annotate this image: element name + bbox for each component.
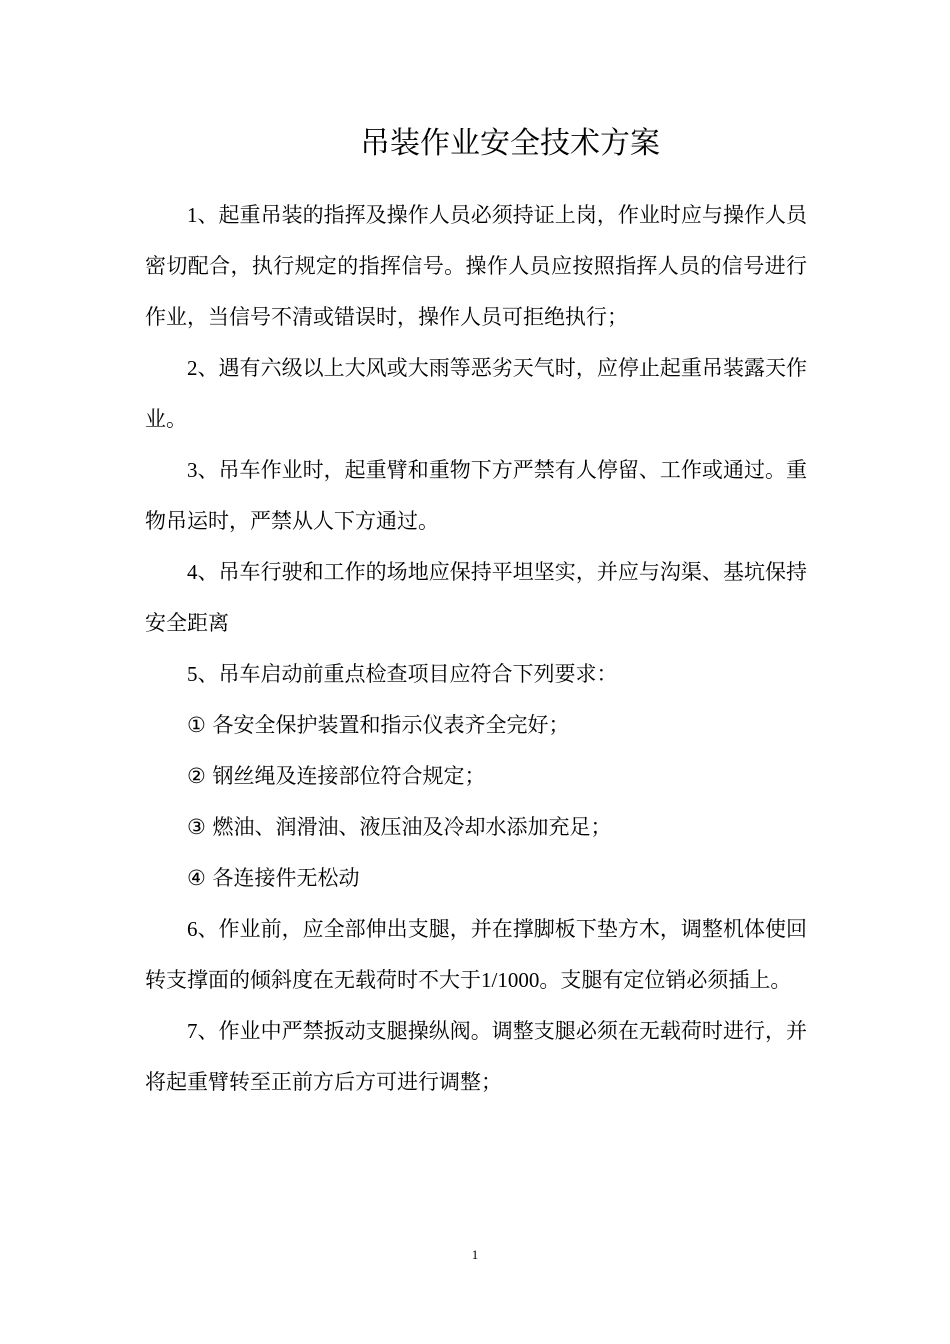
sub-item-marker: ④ xyxy=(187,866,206,890)
sub-item-1 xyxy=(145,700,807,751)
paragraph-number: 7 xyxy=(187,1019,198,1043)
paragraph-text: 、遇有六级以上大风或大雨等恶劣天气时，应停止起重吊装露天作业。 xyxy=(145,356,807,431)
paragraph-number: 3 xyxy=(187,458,198,482)
sub-item-3 xyxy=(145,802,807,853)
paragraph-7 xyxy=(145,1006,807,1108)
document-body xyxy=(145,190,807,1108)
paragraph-number: 2 xyxy=(187,356,198,380)
page-number: 1 xyxy=(471,1247,479,1262)
paragraph-2 xyxy=(145,343,807,445)
paragraph-text: 、作业中严禁扳动支腿操纵阀。调整支腿必须在无载荷时进行，并将起重臂转至正前方后方可进行调整； xyxy=(145,1019,807,1094)
paragraph-number: 4 xyxy=(187,560,198,584)
page-title: 吊装作业安全技术方案 xyxy=(360,126,660,161)
paragraph-4 xyxy=(145,547,807,649)
sub-item-text: 各安全保护装置和指示仪表齐全完好； xyxy=(212,713,570,737)
sub-item-4 xyxy=(145,853,807,904)
sub-item-marker: ② xyxy=(187,764,206,788)
paragraph-text: 、吊车行驶和工作的场地应保持平坦坚实，并应与沟渠、基坑保持安全距离 xyxy=(145,560,807,635)
paragraph-text: 、吊车启动前重点检查项目应符合下列要求： xyxy=(197,662,618,686)
ratio-value: 1/1000 xyxy=(481,968,540,992)
paragraph-text: 、吊车作业时，起重臂和重物下方严禁有人停留、工作或通过。重物吊运时，严禁从人下方通过。 xyxy=(145,458,807,533)
paragraph-number: 1 xyxy=(187,203,198,227)
sub-item-text: 燃油、润滑油、液压油及冷却水添加充足； xyxy=(212,815,612,839)
sub-item-marker: ③ xyxy=(187,815,206,839)
sub-item-2 xyxy=(145,751,807,802)
paragraph-text: 、作业前，应全部伸出支腿，并在撑脚板下垫方木，调整机体使回转支撑面的倾斜度在无载荷时不大于 xyxy=(145,917,807,992)
paragraph-number: 6 xyxy=(187,917,198,941)
paragraph-text-continued: 。支腿有定位销必须插上。 xyxy=(539,968,792,992)
sub-item-text: 各连接件无松动 xyxy=(212,866,360,890)
paragraph-1 xyxy=(145,190,807,343)
sub-item-text: 钢丝绳及连接部位符合规定； xyxy=(212,764,486,788)
paragraph-6 xyxy=(145,904,807,1006)
paragraph-5 xyxy=(145,649,807,700)
paragraph-3 xyxy=(145,445,807,547)
sub-item-marker: ① xyxy=(187,713,206,737)
paragraph-text: 、起重吊装的指挥及操作人员必须持证上岗，作业时应与操作人员密切配合，执行规定的指挥信号。操作人员应按照指挥人员的信号进行作业，当信号不清或错误时，操作人员可拒绝执行； xyxy=(145,203,807,329)
paragraph-number: 5 xyxy=(187,662,198,686)
